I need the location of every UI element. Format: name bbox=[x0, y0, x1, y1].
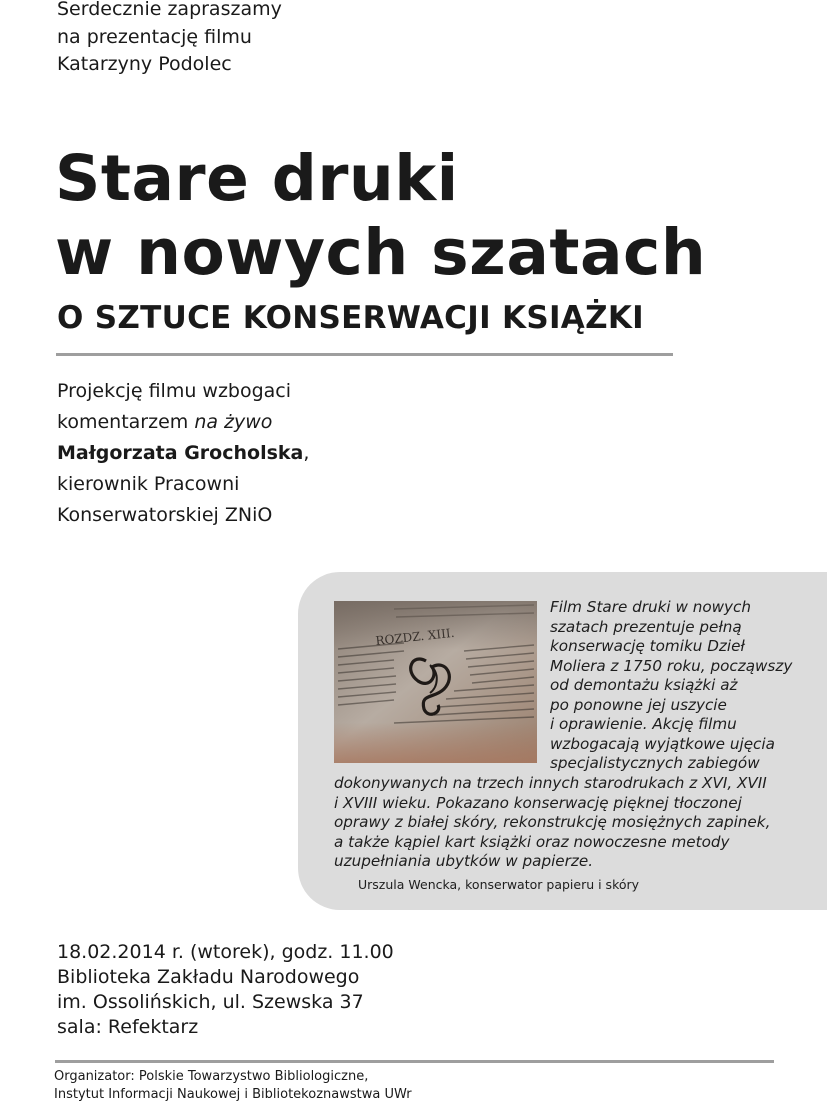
commentary-block bbox=[57, 376, 309, 531]
commentary-line-4: kierownik Pracowni bbox=[57, 473, 240, 495]
description-line: i oprawienie. Akcję filmu bbox=[550, 715, 737, 733]
description-line: od demontażu książki aż bbox=[550, 676, 738, 694]
commentary-line-2-text: komentarzem bbox=[57, 411, 195, 433]
description-text-full bbox=[334, 774, 770, 872]
commentary-line-3 bbox=[57, 438, 309, 469]
invitation-line-2: na prezentację filmu bbox=[57, 25, 252, 48]
description-line: Film Stare druki w nowych bbox=[550, 598, 752, 616]
description-line: specjalistycznych zabiegów bbox=[550, 754, 760, 772]
commentator-name: Małgorzata Grocholska bbox=[57, 442, 304, 464]
title-line-2: w nowych szatach bbox=[55, 216, 707, 289]
organizer-info bbox=[54, 1068, 412, 1104]
title-line-1: Stare druki bbox=[55, 142, 459, 215]
description-line: po ponowne jej uszycie bbox=[550, 695, 727, 714]
description-line: dokonywanych na trzech innych starodrukach z XVI, XVII bbox=[334, 774, 767, 792]
event-address: im. Ossolińskich, ul. Szewska 37 bbox=[57, 991, 364, 1013]
commentary-comma: , bbox=[303, 442, 310, 464]
invitation-line-1: Serdecznie zapraszamy bbox=[57, 0, 282, 20]
description-line: a także kąpiel kart książki oraz nowoczesne metody bbox=[334, 832, 730, 851]
invitation-line-3: Katarzyny Podolec bbox=[57, 53, 232, 75]
description-attribution: Urszula Wencka, konserwator papieru i skóry bbox=[358, 877, 640, 892]
description-line: wzbogacają wyjątkowe ujęcia bbox=[550, 734, 775, 753]
organizer-line-2: Instytut Informacji Naukowej i Bibliotekoznawstwa UWr bbox=[54, 1087, 412, 1102]
book-photo-image bbox=[334, 601, 537, 763]
event-date: 18.02.2014 r. (wtorek), godz. 11.00 bbox=[57, 941, 394, 963]
description-text-right bbox=[550, 598, 792, 774]
book-photo bbox=[334, 601, 537, 763]
page-title bbox=[55, 142, 706, 290]
page-subtitle: O SZTUCE KONSERWACJI KSIĄŻKI bbox=[57, 300, 645, 336]
event-details bbox=[57, 940, 394, 1040]
event-venue: Biblioteka Zakładu Narodowego bbox=[57, 966, 360, 988]
footer-divider bbox=[55, 1060, 774, 1063]
description-line: konserwację tomiku Dzieł bbox=[550, 637, 745, 655]
description-line: uzupełniania ubytków w papierze. bbox=[334, 852, 594, 870]
organizer-line-1: Organizator: Polskie Towarzystwo Bibliologiczne, bbox=[54, 1069, 369, 1084]
commentary-live-text: na żywo bbox=[194, 411, 273, 433]
invitation-text bbox=[57, 0, 282, 79]
title-divider bbox=[56, 353, 673, 356]
commentary-line-5: Konserwatorskiej ZNiO bbox=[57, 504, 273, 526]
description-line: Moliera z 1750 roku, począwszy bbox=[550, 656, 793, 675]
description-line: i XVIII wieku. Pokazano konserwację pięknej tłoczonej bbox=[334, 793, 742, 812]
description-line: szatach prezentuje pełną bbox=[550, 617, 742, 636]
event-room: sala: Refektarz bbox=[57, 1016, 199, 1038]
commentary-line-1: Projekcję filmu wzbogaci bbox=[57, 380, 292, 402]
commentary-line-2 bbox=[57, 407, 309, 438]
description-line: oprawy z białej skóry, rekonstrukcję mosiężnych zapinek, bbox=[334, 813, 771, 831]
